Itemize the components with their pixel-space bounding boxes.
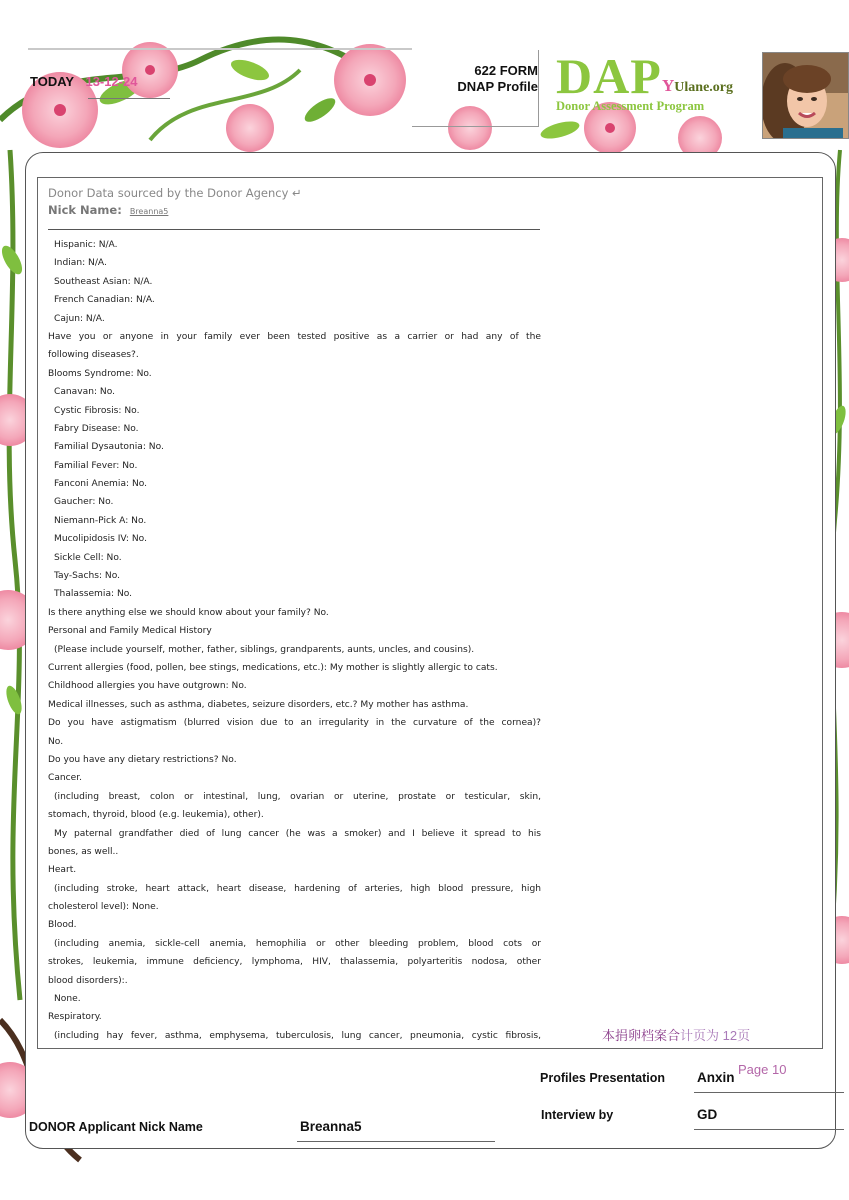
doc-line: Southeast Asian: N/A.	[54, 276, 153, 287]
doc-line: blood disorders):.	[48, 975, 128, 986]
nick-name-value: Breanna5	[129, 207, 169, 216]
today-underline	[88, 98, 170, 99]
doc-line: (including stroke, heart attack, heart disease, hardening of arteries, high blood pressure, high	[54, 883, 541, 894]
doc-line: Familial Dysautonia: No.	[54, 442, 164, 453]
doc-line: (including hay fever, asthma, emphysema, tuberculosis, lung cancer, pneumonia, cystic fibrosis,	[54, 1030, 541, 1041]
profiles-presentation-label: Profiles Presentation	[540, 1071, 666, 1085]
doc-line: Tay-Sachs: No.	[54, 571, 121, 582]
page-count-note-rest: 计页为 12页	[680, 1028, 751, 1043]
doc-line: No.	[48, 736, 64, 747]
applicant-nick-name-label: DONOR Applicant Nick Name	[29, 1120, 203, 1134]
doc-line: Niemann-Pick A: No.	[54, 515, 147, 526]
doc-line: Indian: N/A.	[54, 258, 107, 269]
doc-line: (Please include yourself, mother, father, siblings, grandparents, aunts, uncles, and cousins).	[54, 644, 475, 655]
doc-line: Blooms Syndrome: No.	[48, 368, 152, 379]
logo-main-text: DAP	[556, 48, 662, 104]
doc-line: Blood.	[48, 920, 77, 931]
dap-logo	[556, 48, 733, 114]
doc-line: Personal and Family Medical History	[48, 626, 212, 637]
profiles-underline	[694, 1092, 844, 1093]
logo-site: YUlane.org	[662, 76, 733, 95]
doc-line: French Canadian: N/A.	[54, 295, 155, 306]
doc-line: Do you have any dietary restrictions? No.	[48, 754, 237, 765]
doc-line: Have you or anyone in your family ever been tested positive as a carrier or had any of the	[48, 331, 541, 342]
doc-line: Canavan: No.	[54, 387, 116, 398]
page-count-note	[602, 1025, 750, 1044]
doc-line: (including anemia, sickle-cell anemia, hemophilia or other bleeding problem, blood cots or	[54, 938, 541, 949]
form-number: 622 FORM	[474, 63, 538, 78]
doc-line: Heart.	[48, 865, 77, 876]
doc-line: Do you have astigmatism (blurred vision due to an irregularity in the curvature of the cornea)?	[48, 718, 541, 729]
doc-line: My paternal grandfather died of lung cancer (he was a smoker) and I believe it spread to his	[54, 828, 541, 839]
applicant-nick-name-value: Breanna5	[300, 1119, 362, 1134]
form-name: DNAP Profile	[457, 79, 538, 94]
doc-line: Current allergies (food, pollen, bee stings, medications, etc.): My mother is slightly allergic to cats.	[48, 662, 498, 673]
logo-subtitle: Donor Assessment Program	[556, 99, 705, 113]
nick-name-label: Nick Name:	[48, 203, 122, 217]
doc-line: Is there anything else we should know about your family? No.	[48, 607, 329, 618]
donor-photo	[762, 52, 849, 139]
nick-name-row	[48, 203, 541, 217]
doc-line: Cajun: N/A.	[54, 313, 105, 324]
today-date: 13-12-24	[85, 74, 138, 89]
doc-line: Medical illnesses, such as asthma, diabetes, seizure disorders, etc.? My mother has asthma.	[48, 699, 469, 710]
doc-line: (including breast, colon or intestinal, lung, ovarian or uterine, prostate or testicular, skin,	[54, 791, 541, 802]
doc-line: Mucolipidosis IV: No.	[54, 534, 147, 545]
doc-line: Gaucher: No.	[54, 497, 114, 508]
page-count-note-main: 本捐卵档案合	[602, 1028, 681, 1043]
donor-document	[48, 186, 541, 1045]
interview-underline	[694, 1129, 844, 1130]
document-rule	[48, 229, 540, 230]
doc-line: Thalassemia: No.	[54, 589, 133, 600]
doc-line: Respiratory.	[48, 1012, 102, 1023]
doc-line: Fanconi Anemia: No.	[54, 479, 148, 490]
page-number: Page 10	[738, 1062, 787, 1077]
header-top-line	[28, 48, 412, 50]
today-field	[30, 74, 138, 89]
source-line: Donor Data sourced by the Donor Agency ↵	[48, 186, 302, 200]
profiles-presentation-value: Anxin	[697, 1070, 735, 1085]
doc-line: Cystic Fibrosis: No.	[54, 405, 140, 416]
form-title	[438, 63, 538, 95]
doc-line: Childhood allergies you have outgrown: No.	[48, 681, 247, 692]
doc-line: bones, as well..	[48, 846, 119, 857]
doc-line: strokes, leukemia, immune deficiency, lymphoma, HIV, thalassemia, polyarteritis nodosa, other	[48, 957, 541, 968]
interview-label: Interview by	[541, 1108, 614, 1122]
doc-line: cholesterol level): None.	[48, 902, 159, 913]
doc-line: None.	[54, 994, 81, 1005]
applicant-underline	[297, 1141, 495, 1142]
doc-line: Fabry Disease: No.	[54, 423, 139, 434]
interview-value: GD	[697, 1107, 718, 1122]
doc-line: Hispanic: N/A.	[54, 240, 118, 250]
doc-line: Cancer.	[48, 773, 83, 784]
doc-line: following diseases?.	[48, 350, 139, 361]
today-label: TODAY	[30, 74, 74, 89]
doc-line: Sickle Cell: No.	[54, 552, 122, 563]
doc-line: Familial Fever: No.	[54, 460, 138, 471]
doc-line: stomach, thyroid, blood (e.g. leukemia), other).	[48, 810, 264, 821]
